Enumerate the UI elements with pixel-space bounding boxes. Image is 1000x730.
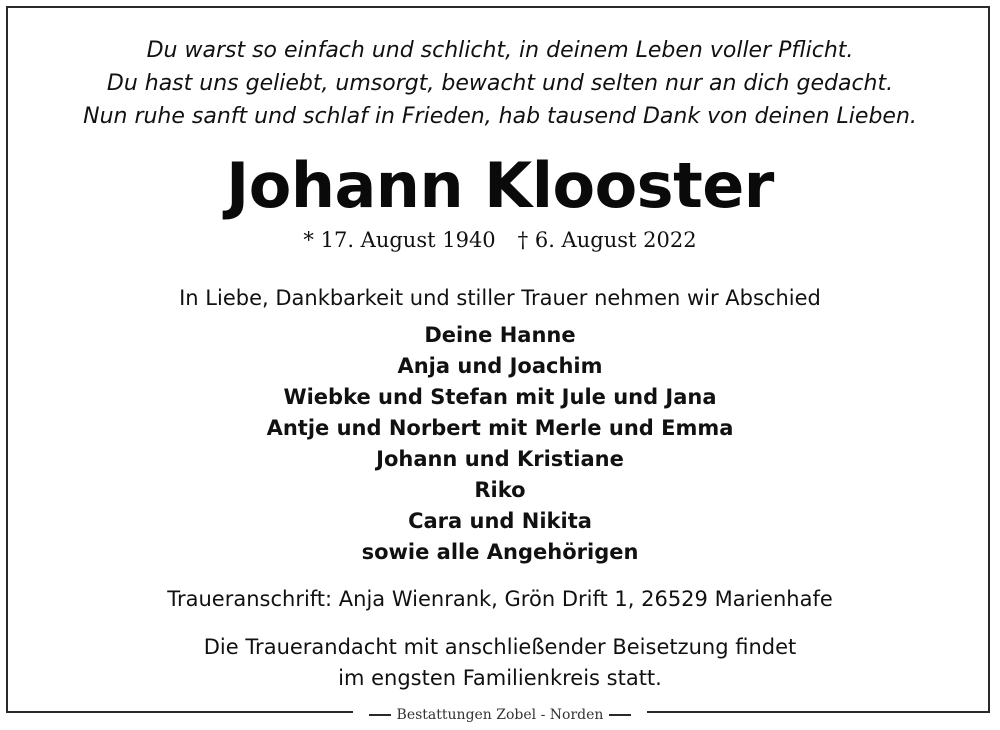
mourning-address: Traueranschrift: Anja Wienrank, Grön Drift 1, 26529 Marienhafe [167,587,833,611]
funeral-service-note [0,632,1000,694]
mourner-entry: Antje und Norbert mit Merle und Emma [266,416,734,440]
deceased-name: Johann Klooster [226,149,774,222]
service-line-2: im engsten Familienkreis statt. [338,666,662,690]
footer-credit [0,704,1000,726]
poem-line-2: Du hast uns geliebt, umsorgt, bewacht und selten nur an dich gedacht. [106,71,894,96]
mourner-entry: Wiebke und Stefan mit Jule und Jana [283,385,717,409]
footer-dash-left [369,714,391,716]
death-date: † 6. August 2022 [517,228,697,252]
footer-credit-label [353,704,648,726]
poem-line-3: Nun ruhe sanft und schlaf in Frieden, hab tausend Dank von deinen Lieben. [83,104,917,129]
poem-line-1: Du warst so einfach und schlicht, in deinem Leben voller Pflicht. [146,38,854,63]
service-line-1: Die Trauerandacht mit anschließender Beisetzung findet [203,635,797,659]
footer-dash-right [609,714,631,716]
farewell-statement: In Liebe, Dankbarkeit und stiller Trauer nehmen wir Abschied [179,286,821,310]
undertaker-name: Bestattungen Zobel - Norden [396,707,604,723]
mourners-list [0,320,1000,568]
mourner-entry: Anja und Joachim [397,354,603,378]
mourner-entry: Johann und Kristiane [376,447,624,471]
mourner-entry: Cara und Nikita [408,509,592,533]
mourner-entry: Deine Hanne [424,323,576,347]
mourner-entry: Riko [474,478,526,502]
life-dates [0,226,1000,254]
poem-verse [0,34,1000,133]
mourner-entry: sowie alle Angehörigen [361,540,639,564]
birth-date: * 17. August 1940 [303,228,496,252]
